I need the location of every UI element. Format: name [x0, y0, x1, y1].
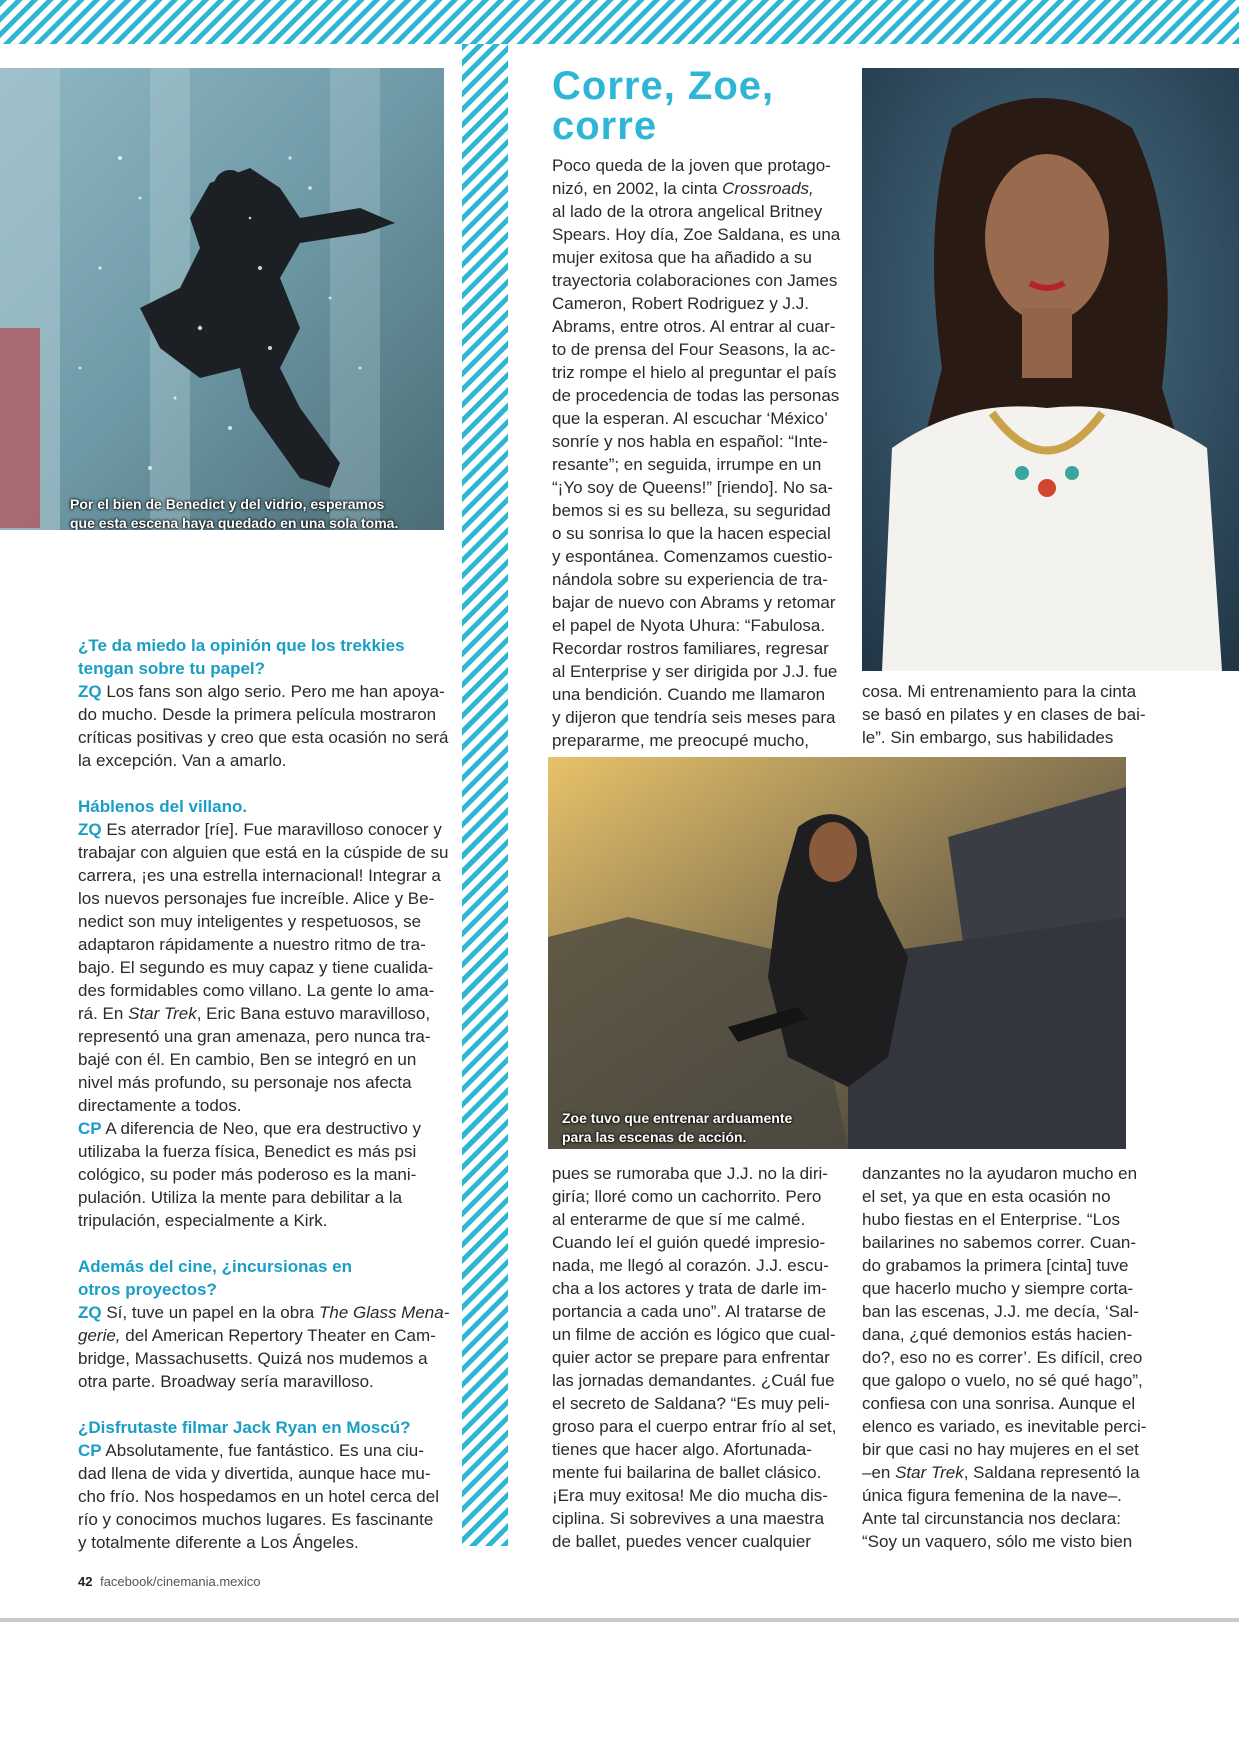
text-line: río y conocimos muchos lugares. Es fascinante	[78, 1510, 434, 1529]
footer-social-link[interactable]: facebook/cinemania.mexico	[100, 1574, 261, 1589]
text-line	[78, 1324, 458, 1347]
text-line: adaptaron rápidamente a nuestro ritmo de tra-	[78, 935, 426, 954]
zoe-portrait-photo	[862, 68, 1239, 671]
text-line: bemos si es su belleza, su seguridad	[552, 501, 831, 520]
text-line: mente fui bailarina de ballet clásico.	[552, 1463, 822, 1482]
text-line: al lado de la otrora angelical Britney	[552, 202, 823, 221]
text-line: trabajar con alguien que está en la cúspide de su	[78, 843, 449, 862]
text-line: y espontánea. Comenzamos cuestio-	[552, 547, 833, 566]
left-column-text	[78, 634, 458, 1554]
caption-line: que esta escena haya quedado en una sola toma.	[70, 515, 399, 530]
text-line: o su sonrisa lo que la hacen especial	[552, 524, 831, 543]
text-line: Poco queda de la joven que protago-	[552, 156, 831, 175]
text-line: Recordar rostros familiares, regresar	[552, 639, 829, 658]
caption-line: para las escenas de acción.	[562, 1129, 747, 1145]
text-line: do?, eso no es correr’. Es difícil, creo	[862, 1348, 1143, 1367]
text-line: bajo. El segundo es muy capaz y tiene cualida-	[78, 958, 434, 977]
text-line: una bendición. Cuando me llamaron	[552, 685, 826, 704]
text-line: al Enterprise y ser dirigida por J.J. fue	[552, 662, 838, 681]
italic-title: The Glass Mena-	[318, 1303, 450, 1322]
answer-line	[78, 1301, 458, 1324]
vertical-stripe-band	[462, 44, 508, 1546]
text-line: y totalmente diferente a Los Ángeles.	[78, 1533, 359, 1552]
answer-text: Los fans son algo serio. Pero me han apoya-	[101, 682, 445, 701]
text-fragment: nizó, en 2002, la cinta	[552, 179, 723, 198]
interview-question: Háblenos del villano.	[78, 797, 248, 816]
text-line: do mucho. Desde la primera película mostraron	[78, 705, 437, 724]
text-line: le”. Sin embargo, sus habilidades	[862, 728, 1114, 747]
text-line: hubo fiestas en el Enterprise. “Los	[862, 1210, 1120, 1229]
page-footer	[78, 1574, 261, 1589]
title-line: corre	[552, 104, 658, 148]
text-line: quier actor se prepare para enfrentar	[552, 1348, 830, 1367]
italic-title: Star Trek	[128, 1004, 197, 1023]
top-stripe-band	[0, 0, 1239, 44]
answer-text: Sí, tuve un papel en la obra	[101, 1303, 319, 1322]
text-line: nada, me llegó al corazón. J.J. escu-	[552, 1256, 829, 1275]
text-fragment: , Eric Bana estuvo maravilloso,	[196, 1004, 431, 1023]
text-line	[78, 1002, 458, 1025]
text-line: cho frío. Nos hospedamos en un hotel cerca del	[78, 1487, 439, 1506]
text-line: tienes que hacer algo. Afortunada-	[552, 1440, 812, 1459]
text-line: dana, ¿qué demonios estás hacien-	[862, 1325, 1133, 1344]
text-line: resante”; en seguida, irrumpe en un	[552, 455, 822, 474]
text-line: trayectoria colaboraciones con James	[552, 271, 838, 290]
text-line: tripulación, especialmente a Kirk.	[78, 1211, 328, 1230]
italic-title: gerie,	[78, 1326, 121, 1345]
italic-title: Star Trek	[895, 1463, 964, 1482]
text-line: y dijeron que tendría seis meses para	[552, 708, 836, 727]
text-line: danzantes no la ayudaron mucho en	[862, 1164, 1138, 1183]
text-line: portancia a cada uno”. Al tratarse de	[552, 1302, 827, 1321]
interview-question: tengan sobre tu papel?	[78, 659, 266, 678]
answer-line	[78, 1117, 458, 1140]
answer-text: Es aterrador [ríe]. Fue maravilloso conocer y	[101, 820, 442, 839]
interview-question: ¿Disfrutaste filmar Jack Ryan en Moscú?	[78, 1418, 411, 1437]
text-line: “Soy un vaquero, sólo me visto bien	[862, 1532, 1133, 1551]
text-line: dad llena de vida y divertida, aunque hace mu-	[78, 1464, 431, 1483]
text-line: Spears. Hoy día, Zoe Saldana, es una	[552, 225, 841, 244]
page-number: 42	[78, 1574, 93, 1589]
text-line: representó una gran amenaza, pero nunca tra-	[78, 1027, 431, 1046]
text-line: que hacerlo mucho y siempre corta-	[862, 1279, 1134, 1298]
text-line: que galopo o vuelo, no sé qué hago”,	[862, 1371, 1143, 1390]
text-line: ¡Era muy exitosa! Me dio mucha dis-	[552, 1486, 828, 1505]
text-line: Abrams, entre otros. Al entrar al cuar-	[552, 317, 836, 336]
text-line: mujer exitosa que ha añadido a su	[552, 248, 812, 267]
middle-column-bottom-text	[552, 1162, 852, 1553]
answer-line	[78, 680, 458, 703]
text-fragment: rá. En	[78, 1004, 129, 1023]
answer-text: A diferencia de Neo, que era destructivo y	[101, 1119, 422, 1138]
text-line: nándola sobre su experiencia de tra-	[552, 570, 828, 589]
speaker-initials: CP	[78, 1441, 102, 1460]
text-line: bailarines no sabemos correr. Cuan-	[862, 1233, 1137, 1252]
text-line: el papel de Nyota Uhura: “Fabulosa.	[552, 616, 826, 635]
text-line: al enterarme de que sí me calmé.	[552, 1210, 806, 1229]
caption-line: Zoe tuvo que entrenar arduamente	[562, 1110, 793, 1126]
action-scene-photo	[548, 757, 1126, 1149]
right-column-top-text	[862, 680, 1162, 749]
text-line: nivel más profundo, su personaje nos afecta	[78, 1073, 412, 1092]
glass-scene-caption	[70, 495, 398, 530]
text-line: utilizaba la fuerza física, Benedict es más psi	[78, 1142, 417, 1161]
text-line: Cameron, Robert Rodriguez y J.J.	[552, 294, 809, 313]
text-line: única figura femenina de la nave–.	[862, 1486, 1122, 1505]
text-line: el set, ya que en esta ocasión no	[862, 1187, 1111, 1206]
interview-question: ¿Te da miedo la opinión que los trekkies	[78, 636, 405, 655]
article-title	[552, 66, 852, 146]
text-fragment: , Saldana representó la	[963, 1463, 1140, 1482]
title-line: Corre, Zoe,	[552, 64, 775, 108]
text-line: giría; lloré como un cachorrito. Pero	[552, 1187, 822, 1206]
text-line: bajar de nuevo con Abrams y retomar	[552, 593, 836, 612]
text-fragment: –en	[862, 1463, 896, 1482]
text-line: carrera, ¡es una estrella internacional! Integrar a	[78, 866, 441, 885]
text-line: bir que casi no hay mujeres en el set	[862, 1440, 1139, 1459]
text-line: Ante tal circunstancia nos declara:	[862, 1509, 1121, 1528]
answer-text: Absolutamente, fue fantástico. Es una ciu-	[101, 1441, 424, 1460]
text-line: de procedencia de todas las personas	[552, 386, 840, 405]
text-line: bajé con él. En cambio, Ben se integró en un	[78, 1050, 417, 1069]
answer-line	[78, 818, 458, 841]
text-line: bridge, Massachusetts. Quizá nos mudemos a	[78, 1349, 428, 1368]
speaker-initials: ZQ	[78, 682, 102, 701]
text-line: sonríe y nos habla en español: “Inte-	[552, 432, 828, 451]
text-line: el secreto de Saldana? “Es muy peli-	[552, 1394, 830, 1413]
text-line: la excepción. Van a amarlo.	[78, 751, 287, 770]
text-line: las jornadas demandantes. ¿Cuál fue	[552, 1371, 835, 1390]
text-line: Cuando leí el guión quedé impresio-	[552, 1233, 826, 1252]
text-line: pues se rumoraba que J.J. no la diri-	[552, 1164, 828, 1183]
text-line: “¡Yo soy de Queens!” [riendo]. No sa-	[552, 478, 833, 497]
text-fragment: del American Repertory Theater en Cam-	[120, 1326, 436, 1345]
text-line: elenco es variado, es inevitable perci-	[862, 1417, 1147, 1436]
text-line: pulación. Utiliza la mente para debilitar a la	[78, 1188, 403, 1207]
text-line: to de prensa del Four Seasons, la ac-	[552, 340, 836, 359]
text-line: ban las escenas, J.J. me decía, ‘Sal-	[862, 1302, 1139, 1321]
interview-question: Además del cine, ¿incursionas en	[78, 1257, 352, 1276]
paragraph-gap	[78, 1393, 458, 1416]
text-line: nedict son muy inteligentes y respetuosos, se	[78, 912, 422, 931]
text-line: críticas positivas y creo que esta ocasión no será	[78, 728, 449, 747]
text-line: otra parte. Broadway sería maravilloso.	[78, 1372, 374, 1391]
text-line: se basó en pilates y en clases de bai-	[862, 705, 1146, 724]
interview-question: otros proyectos?	[78, 1280, 217, 1299]
action-scene-caption	[562, 1109, 792, 1147]
text-line: do grabamos la primera [cinta] tuve	[862, 1256, 1129, 1275]
text-line: prepararme, me preocupé mucho,	[552, 731, 810, 750]
text-line	[862, 1461, 1162, 1484]
right-column-bottom-text	[862, 1162, 1162, 1553]
text-line: los nuevos personajes fue increíble. Alice y Be-	[78, 889, 435, 908]
italic-title: Crossroads,	[722, 179, 814, 198]
text-line: un filme de acción es lógico que cual-	[552, 1325, 836, 1344]
text-line: de ballet, puedes vencer cualquier	[552, 1532, 811, 1551]
text-line: groso para el cuerpo entrar frío al set,	[552, 1417, 837, 1436]
answer-line	[78, 1439, 458, 1462]
glass-scene-photo	[0, 68, 444, 530]
text-line: que la esperan. Al escuchar ‘México’	[552, 409, 828, 428]
middle-column-top-text	[552, 154, 852, 752]
text-line: des formidables como villano. La gente lo ama-	[78, 981, 435, 1000]
paragraph-gap	[78, 772, 458, 795]
text-line: triz rompe el hielo al preguntar el país	[552, 363, 837, 382]
text-line: confiesa con una sonrisa. Aunque el	[862, 1394, 1136, 1413]
text-line: directamente a todos.	[78, 1096, 242, 1115]
caption-line: Por el bien de Benedict y del vidrio, esperamos	[70, 496, 385, 512]
text-line: cha a los actores y trata de darle im-	[552, 1279, 827, 1298]
text-line: cológico, su poder más poderoso es la mani-	[78, 1165, 417, 1184]
speaker-initials: CP	[78, 1119, 102, 1138]
text-line: cosa. Mi entrenamiento para la cinta	[862, 682, 1137, 701]
speaker-initials: ZQ	[78, 1303, 102, 1322]
paragraph-gap	[78, 1232, 458, 1255]
page-bottom-divider	[0, 1618, 1239, 1622]
speaker-initials: ZQ	[78, 820, 102, 839]
text-line: ciplina. Si sobrevives a una maestra	[552, 1509, 825, 1528]
text-line	[552, 177, 852, 200]
